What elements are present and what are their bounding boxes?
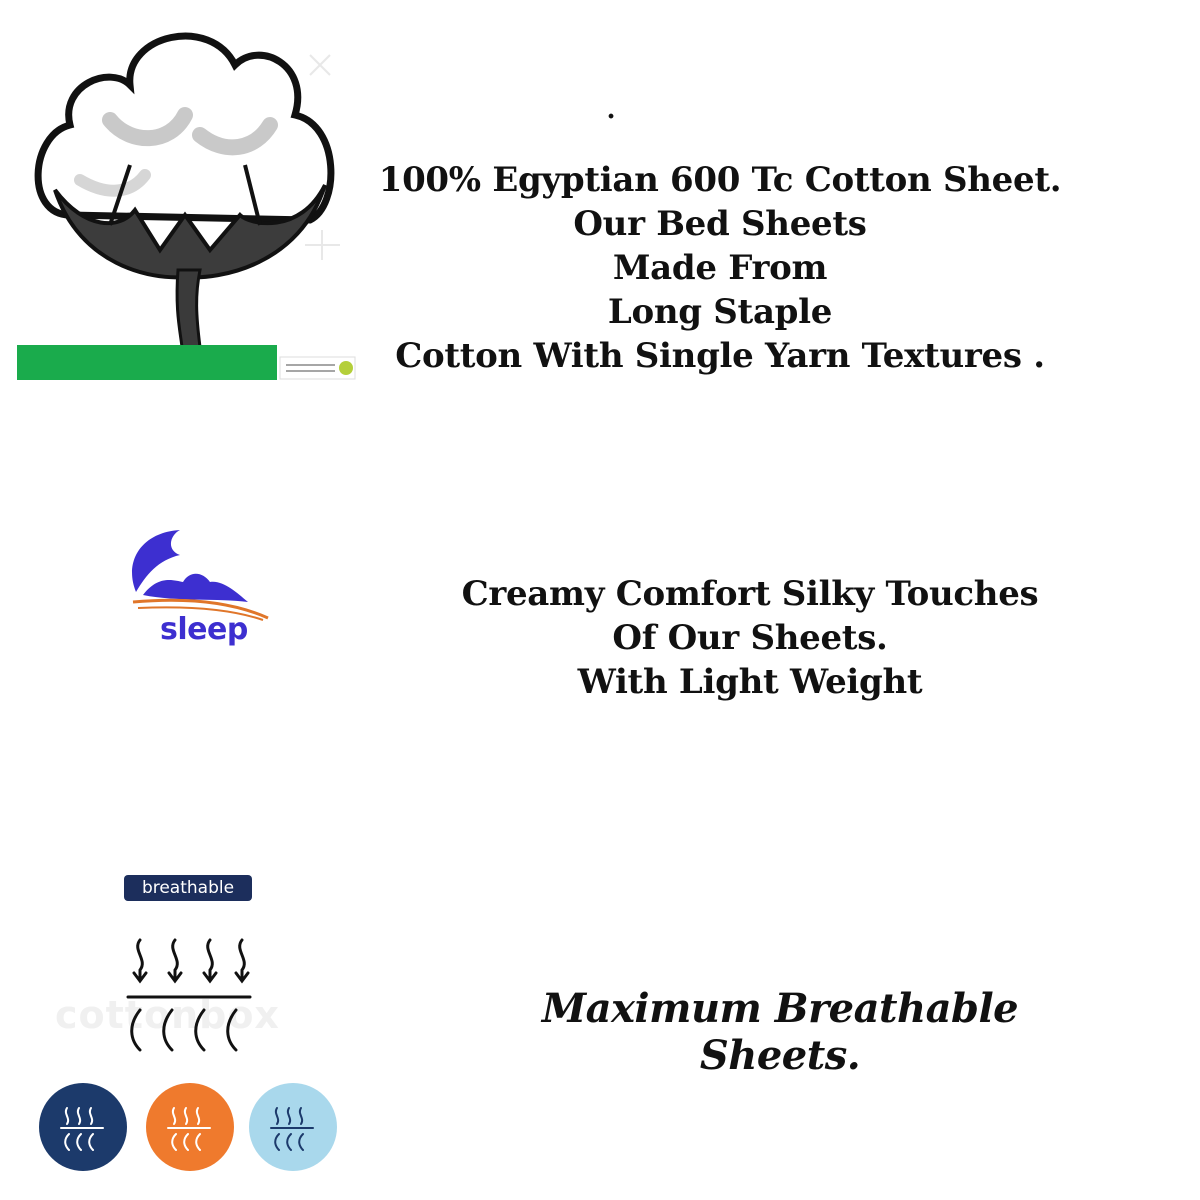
cotton-line-2: Our Bed Sheets [573,204,867,244]
cotton-line-5: Cotton With Single Yarn Textures . [395,336,1045,376]
breathable-headline: Maximum Breathable Sheets. [541,985,1019,1079]
dot-mark: . [606,95,616,125]
comfort-description [420,572,1080,704]
comfort-line-2: Of Our Sheets. [612,618,888,658]
cotton-line-1: 100% Egyptian 600 Tc Cotton Sheet. [378,160,1062,200]
comfort-line-1: Creamy Comfort Silky Touches [461,574,1039,614]
breathable-badge: breathable [124,875,252,901]
sleep-label: sleep [160,612,248,647]
cotton-description [360,158,1080,378]
cotton-line-3: Made From [612,248,828,288]
comfort-line-3: With Light Weight [577,662,923,702]
watermark: cottonbox [55,993,280,1037]
cotton-boll-icon [10,15,370,390]
cotton-line-4: Long Staple [607,292,833,332]
breathable-circle-icon [35,1080,345,1175]
air-flow-icon [110,935,270,1055]
